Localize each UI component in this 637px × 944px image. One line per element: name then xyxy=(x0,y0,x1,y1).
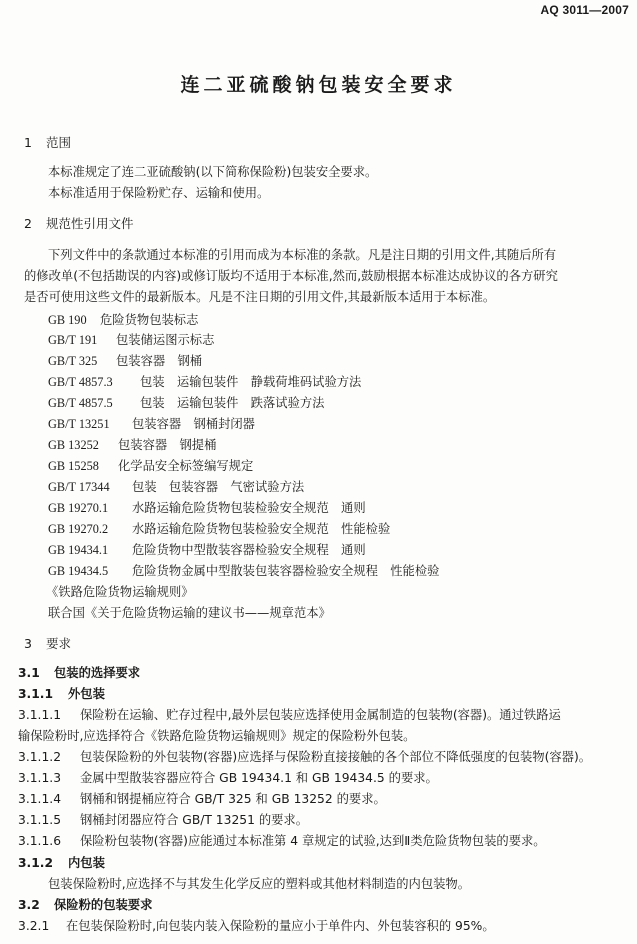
clause xyxy=(18,770,438,786)
clause-number: 3.1.1.6 xyxy=(18,834,62,848)
reference-code: GB/T 17344 xyxy=(48,480,110,494)
subsection-number: 3.1.2 xyxy=(18,856,54,870)
reference-title: 包装容器 钢桶封闭器 xyxy=(132,417,255,431)
reference-item: 《铁路危险货物运输规则》 xyxy=(46,585,194,599)
section-1-heading xyxy=(24,135,71,151)
clause-text: 钢桶和钢提桶应符合 GB/T 325 和 GB 13252 的要求。 xyxy=(80,792,386,806)
paragraph: 包装保险粉时,应选择不与其发生化学反应的塑料或其他材料制造的内包装物。 xyxy=(48,877,471,891)
subsection-number: 3.2 xyxy=(18,898,40,912)
section-2-heading xyxy=(24,216,134,232)
paragraph: 本标准适用于保险粉贮存、运输和使用。 xyxy=(48,186,270,200)
subsection-heading xyxy=(18,686,105,702)
reference-item xyxy=(48,500,366,516)
standard-code: AQ 3011—2007 xyxy=(540,3,629,17)
section-3-heading xyxy=(24,636,71,652)
reference-title: 包装容器 钢提桶 xyxy=(118,438,217,452)
section-title: 要求 xyxy=(46,636,72,651)
clause xyxy=(18,749,591,765)
paragraph-line: 是否可使用这些文件的最新版本。凡是不注日期的引用文件,其最新版本适用于本标准。 xyxy=(24,290,496,304)
clause-text: 金属中型散装容器应符合 GB 19434.1 和 GB 19434.5 的要求。 xyxy=(80,771,438,785)
subsection-heading xyxy=(18,665,140,681)
clause-continuation: 输保险粉时,应选择符合《铁路危险货物运输规则》规定的保险粉外包装。 xyxy=(18,729,416,743)
clause-number: 3.1.1.3 xyxy=(18,771,62,785)
reference-code: GB 19270.1 xyxy=(48,501,109,515)
section-number: 1 xyxy=(24,135,32,150)
reference-title: 包装 运输包装件 跌落试验方法 xyxy=(140,396,325,410)
clause-number: 3.1.1.1 xyxy=(18,708,62,722)
clause xyxy=(18,833,546,849)
reference-code: GB 190 xyxy=(48,313,87,327)
reference-item xyxy=(48,374,361,390)
reference-title: 包装储运图示标志 xyxy=(116,333,215,347)
subsection-title: 外包装 xyxy=(68,687,105,701)
subsection-number: 3.1 xyxy=(18,666,40,680)
reference-code: GB/T 13251 xyxy=(48,417,110,431)
reference-item xyxy=(48,542,366,558)
clause xyxy=(18,918,495,934)
reference-code: GB/T 4857.5 xyxy=(48,396,113,410)
paragraph-line: 的修改单(不包括勘误的内容)或修订版均不适用于本标准,然而,鼓励根据本标准达成协议的各方研究 xyxy=(24,269,558,283)
reference-title: 危险货物金属中型散装包装容器检验安全规程 性能检验 xyxy=(132,564,440,578)
clause xyxy=(18,707,561,723)
reference-code: GB 13252 xyxy=(48,438,99,452)
reference-title: 危险货物包装标志 xyxy=(100,313,199,327)
clause-number: 3.1.1.5 xyxy=(18,813,62,827)
clause-number: 3.1.1.2 xyxy=(18,750,62,764)
paragraph: 本标准规定了连二亚硫酸钠(以下简称保险粉)包装安全要求。 xyxy=(48,165,378,179)
reference-item xyxy=(48,416,255,432)
reference-code: GB 19434.1 xyxy=(48,543,109,557)
clause-text: 包装保险粉的外包装物(容器)应选择与保险粉直接接触的各个部位不降低强度的包装物(容器)。 xyxy=(80,750,592,764)
reference-item xyxy=(48,437,216,453)
reference-title: 水路运输危险货物包装检验安全规范 通则 xyxy=(132,501,366,515)
clause xyxy=(18,812,308,828)
clause-text: 保险粉在运输、贮存过程中,最外层包装应选择使用金属制造的包装物(容器)。通过铁路运 xyxy=(80,708,561,722)
reference-item xyxy=(48,395,324,411)
reference-title: 包装 包装容器 气密试验方法 xyxy=(132,480,305,494)
reference-item xyxy=(48,332,214,348)
reference-code: GB/T 191 xyxy=(48,333,98,347)
reference-code: GB/T 325 xyxy=(48,354,98,368)
clause xyxy=(18,791,386,807)
subsection-title: 包装的选择要求 xyxy=(54,666,141,680)
clause-text: 保险粉包装物(容器)应能通过本标准第 4 章规定的试验,达到Ⅱ类危险货物包装的要求。 xyxy=(80,834,546,848)
clause-text: 钢桶封闭器应符合 GB/T 13251 的要求。 xyxy=(80,813,309,827)
reference-title: 化学品安全标签编写规定 xyxy=(118,459,254,473)
subsection-number: 3.1.1 xyxy=(18,687,54,701)
reference-title: 水路运输危险货物包装检验安全规范 性能检验 xyxy=(132,522,391,536)
subsection-heading xyxy=(18,855,105,871)
reference-title: 包装容器 钢桶 xyxy=(116,354,203,368)
paragraph-line: 下列文件中的条款通过本标准的引用而成为本标准的条款。凡是注日期的引用文件,其随后所有 xyxy=(48,248,557,262)
section-number: 3 xyxy=(24,636,32,651)
reference-code: GB 19434.5 xyxy=(48,564,109,578)
reference-item xyxy=(48,563,439,579)
document-title: 连二亚硫酸钠包装安全要求 xyxy=(180,74,457,96)
clause-number: 3.2.1 xyxy=(18,919,50,933)
clause-text: 在包装保险粉时,向包装内装入保险粉的量应小于单件内、外包装容积的 95%。 xyxy=(66,919,495,933)
reference-item xyxy=(48,312,198,328)
reference-item xyxy=(48,353,202,369)
reference-item xyxy=(48,479,304,495)
reference-code: GB/T 4857.3 xyxy=(48,375,113,389)
reference-item xyxy=(48,458,253,474)
reference-item xyxy=(48,521,390,537)
reference-code: GB 15258 xyxy=(48,459,99,473)
reference-code: GB 19270.2 xyxy=(48,522,109,536)
section-title: 规范性引用文件 xyxy=(46,216,134,231)
section-title: 范围 xyxy=(46,135,72,150)
subsection-heading xyxy=(18,897,152,913)
section-number: 2 xyxy=(24,216,32,231)
reference-title: 包装 运输包装件 静载荷堆码试验方法 xyxy=(140,375,362,389)
subsection-title: 保险粉的包装要求 xyxy=(54,898,153,912)
reference-title: 危险货物中型散装容器检验安全规程 通则 xyxy=(132,543,366,557)
reference-item: 联合国《关于危险货物运输的建议书——规章范本》 xyxy=(48,606,331,620)
clause-number: 3.1.1.4 xyxy=(18,792,62,806)
subsection-title: 内包装 xyxy=(68,856,105,870)
